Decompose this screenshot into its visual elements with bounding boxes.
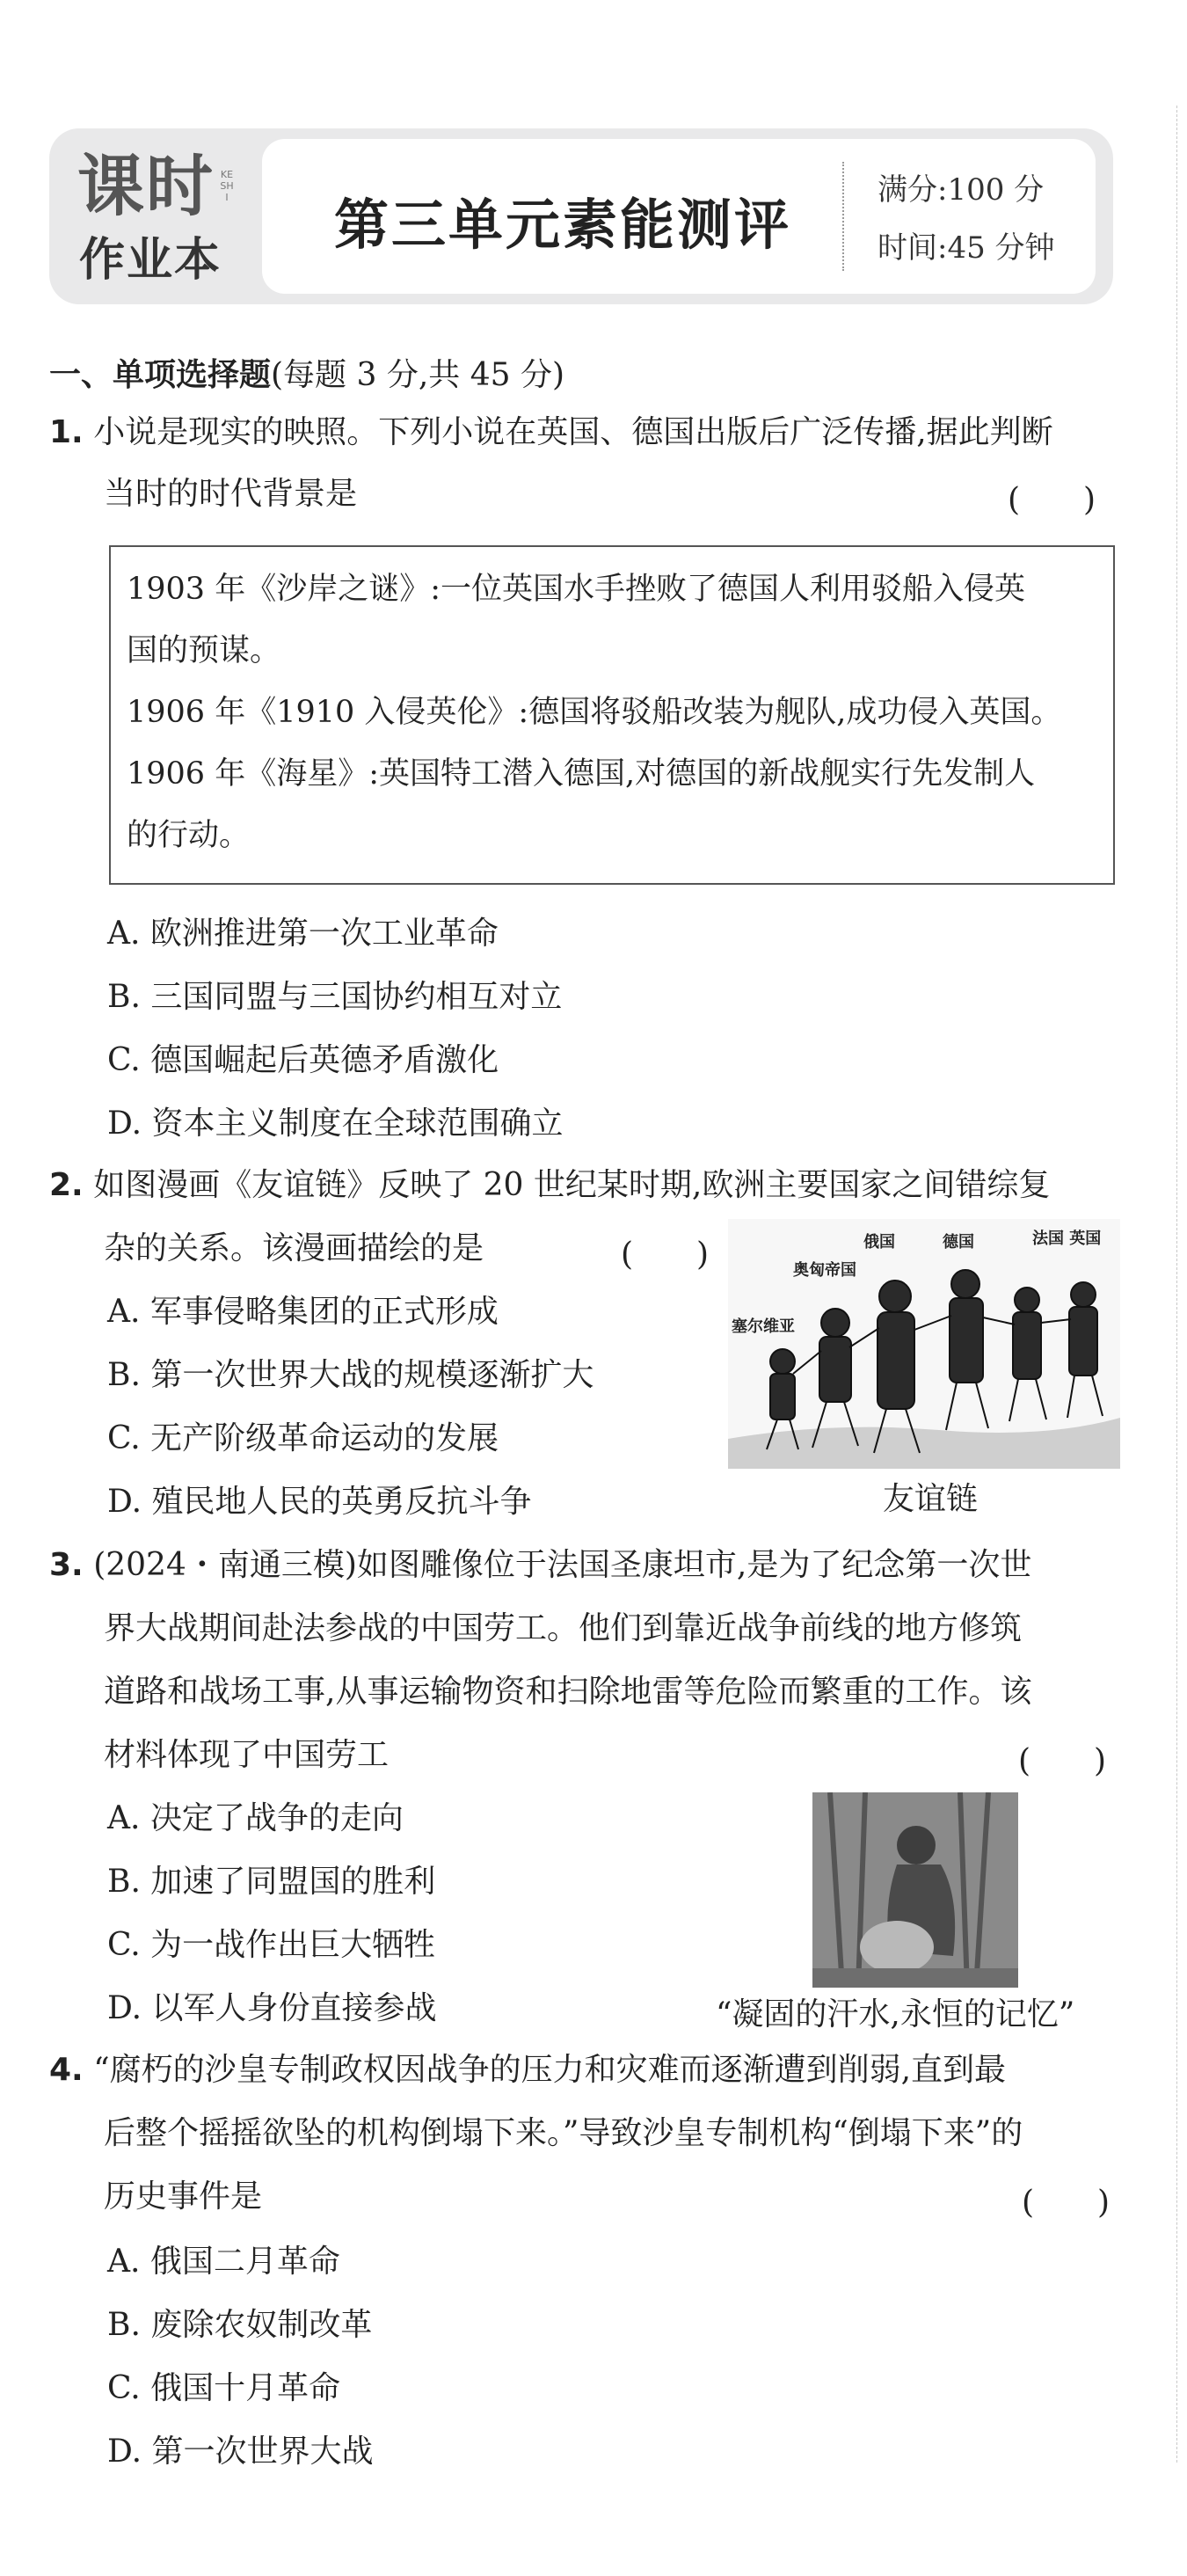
statue-illustration (812, 1792, 1018, 1988)
q1-quote-line: 国的预谋。 (127, 633, 281, 668)
q2-option-b[interactable]: B. 第一次世界大战的规模逐渐扩大 (107, 1357, 594, 1393)
q3-option-b[interactable]: B. 加速了同盟国的胜利 (107, 1864, 436, 1900)
q4-number: 4. (49, 2052, 84, 2088)
q2-option-c[interactable]: C. 无产阶级革命运动的发展 (107, 1420, 499, 1456)
full-score: 满分:100 分 (878, 172, 1045, 208)
q3-stem-text1: (2024・南通三模)如图雕像位于法国圣康坦市,是为了纪念第一次世 (93, 1547, 1032, 1583)
q2-option-a[interactable]: A. 军事侵略集团的正式形成 (107, 1294, 499, 1330)
badge-vertical-text: KESHI (220, 169, 234, 203)
section-title (49, 350, 564, 395)
q1-option-b[interactable]: B. 三国同盟与三国协约相互对立 (107, 979, 563, 1015)
q2-answer-paren: ( ) (621, 1237, 710, 1273)
keshi-badge (65, 142, 253, 294)
section-heading: 一、单项选择题 (49, 357, 272, 393)
q1-option-d[interactable]: D. 资本主义制度在全球范围确立 (107, 1106, 564, 1142)
q2-stem-line2: 杂的关系。该漫画描绘的是 (104, 1230, 484, 1266)
title-divider (842, 162, 844, 271)
q4-stem-line3: 历史事件是 (104, 2178, 263, 2215)
q1-option-c[interactable]: C. 德国崛起后英德矛盾激化 (107, 1042, 499, 1078)
q1-stem-text1: 小说是现实的映照。下列小说在英国、德国出版后广泛传播,据此判断 (93, 414, 1053, 450)
badge-title: 课时 (77, 147, 215, 225)
q1-quote-box (109, 545, 1115, 885)
q4-stem-text1: “腐朽的沙皇专制政权因战争的压力和灾难而逐渐遭到削弱,直到最 (93, 2052, 1007, 2088)
label-russia: 俄国 (863, 1233, 895, 1252)
statue-photo (812, 1792, 1018, 1988)
q1-option-a[interactable]: A. 欧洲推进第一次工业革命 (107, 916, 499, 952)
q3-stem-line2: 界大战期间赴法参战的中国劳工。他们到靠近战争前线的地方修筑 (104, 1610, 1023, 1646)
q3-option-c[interactable]: C. 为一战作出巨大牺牲 (107, 1927, 436, 1963)
q4-stem-line2: 后整个摇摇欲坠的机构倒塌下来。”导致沙皇专制机构“倒塌下来”的 (104, 2115, 1023, 2151)
q1-stem-line2: 当时的时代背景是 (104, 476, 358, 512)
q2-stem-line1 (49, 1166, 1050, 1205)
q2-option-d[interactable]: D. 殖民地人民的英勇反抗斗争 (107, 1484, 532, 1520)
q2-stem-text1: 如图漫画《友谊链》反映了 20 世纪某时期,欧洲主要国家之间错综复 (93, 1167, 1051, 1203)
cartoon-caption: 友谊链 (883, 1481, 979, 1517)
q3-stem-line3: 道路和战场工事,从事运输物资和扫除地雷等危险而繁重的工作。该 (104, 1674, 1032, 1710)
q1-quote-line: 的行动。 (127, 818, 251, 853)
q3-number: 3. (49, 1547, 84, 1583)
q4-answer-paren: ( ) (1022, 2185, 1111, 2221)
section-note: (每题 3 分,共 45 分) (271, 357, 565, 393)
q2-number: 2. (49, 1167, 84, 1203)
page-title: 第三单元素能测评 (334, 193, 792, 257)
q3-option-d[interactable]: D. 以军人身份直接参战 (107, 1990, 437, 2026)
q4-stem-line1 (49, 2051, 1006, 2090)
title-card (262, 139, 1096, 294)
statue-caption: “凝固的汗水,永恒的记忆” (716, 1996, 1075, 2032)
q1-number: 1. (49, 414, 84, 450)
q1-quote-line: 1906 年《1910 入侵英伦》:德国将驳船改装为舰队,成功侵入英国。 (127, 695, 1062, 730)
q1-quote-line: 1903 年《沙岸之谜》:一位英国水手挫败了德国人利用驳船入侵英 (127, 572, 1025, 607)
q1-answer-paren: ( ) (1008, 482, 1096, 518)
q4-option-b[interactable]: B. 废除农奴制改革 (107, 2307, 373, 2343)
margin-rule (1176, 106, 1177, 2463)
q4-option-a[interactable]: A. 俄国二月革命 (107, 2244, 340, 2280)
q3-stem-line4: 材料体现了中国劳工 (104, 1737, 390, 1773)
q4-option-c[interactable]: C. 俄国十月革命 (107, 2370, 341, 2406)
label-serbia: 塞尔维亚 (732, 1317, 795, 1336)
q1-quote-line: 1906 年《海星》:英国特工潜入德国,对德国的新战舰实行先发制人 (127, 756, 1036, 792)
q4-option-d[interactable]: D. 第一次世界大战 (107, 2434, 374, 2470)
label-france-britain: 法国 英国 (1032, 1230, 1102, 1248)
friendship-chain-cartoon (728, 1219, 1120, 1469)
label-germany: 德国 (943, 1233, 974, 1252)
q3-option-a[interactable]: A. 决定了战争的走向 (107, 1800, 404, 1836)
badge-subtitle: 作业本 (79, 234, 222, 287)
label-austria-hungary: 奥匈帝国 (793, 1261, 856, 1280)
cartoon-illustration (728, 1219, 1120, 1469)
q1-stem-line1 (49, 413, 1053, 452)
time-limit: 时间:45 分钟 (878, 230, 1055, 266)
q3-stem-line1 (49, 1546, 1031, 1585)
q3-answer-paren: ( ) (1018, 1743, 1107, 1779)
